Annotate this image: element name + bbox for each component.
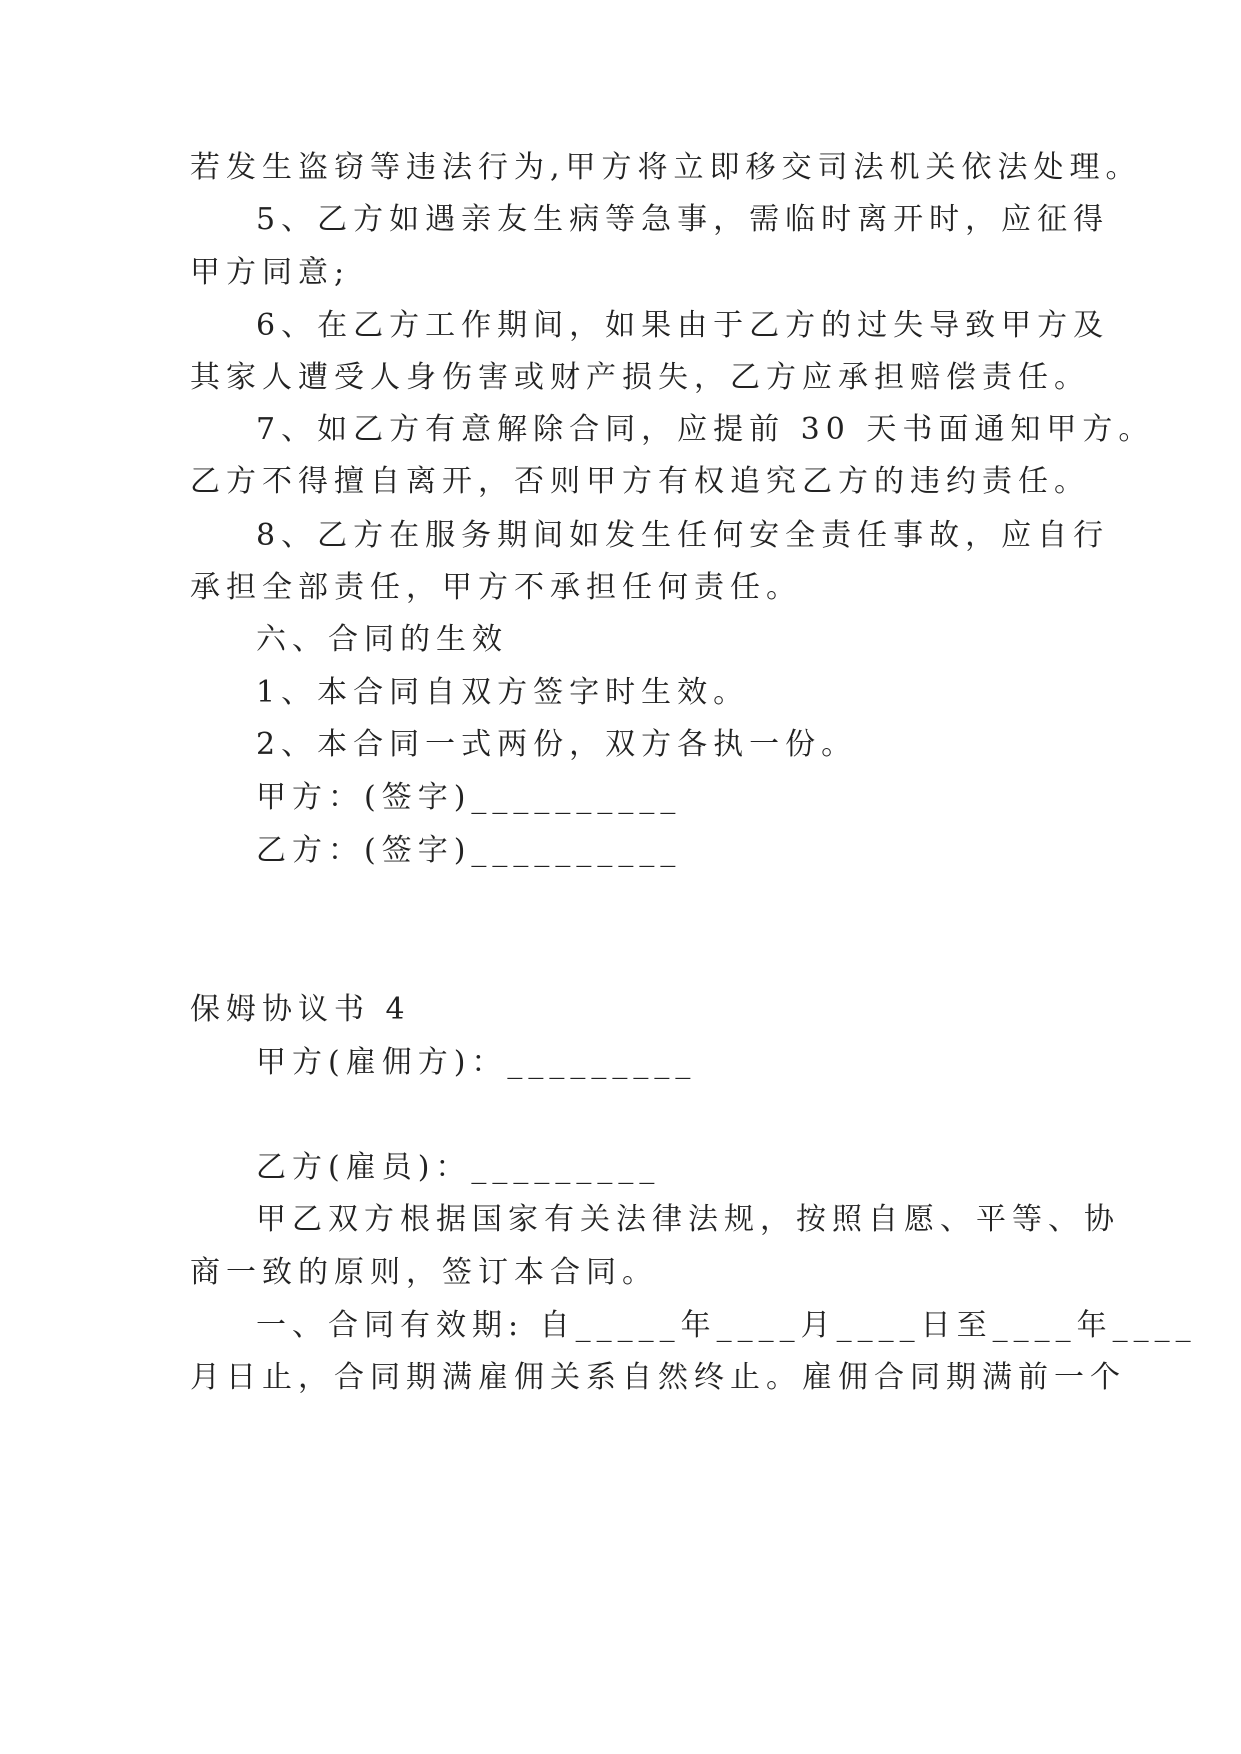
clause-5: 5、乙方如遇亲友生病等急事，需临时离开时，应征得 bbox=[256, 202, 1110, 237]
effect-item-2: 2、本合同一式两份，双方各执一份。 bbox=[256, 727, 858, 762]
contract-period: 一、合同有效期: 自_____年____月____日至____年____ bbox=[256, 1308, 1197, 1343]
party-a-signature: 甲方：(签字)__________ bbox=[256, 780, 682, 815]
clause-7: 7、如乙方有意解除合同，应提前 30 天书面通知甲方。 bbox=[256, 412, 1155, 447]
preamble: 甲乙双方根据国家有关法律法规，按照自愿、平等、协 bbox=[256, 1202, 1120, 1237]
party-a-employer: 甲方(雇佣方)：_________ bbox=[256, 1045, 697, 1080]
text-line: 乙方不得擅自离开，否则甲方有权追究乙方的违约责任。 bbox=[190, 464, 1090, 499]
text-line-theft-clause: 若发生盗窃等违法行为,甲方将立即移交司法机关依法处理。 bbox=[190, 150, 1142, 185]
clause-6: 6、在乙方工作期间，如果由于乙方的过失导致甲方及 bbox=[256, 308, 1110, 343]
clause-8: 8、乙方在服务期间如发生任何安全责任事故，应自行 bbox=[256, 518, 1110, 553]
party-b-signature: 乙方：(签字)__________ bbox=[256, 833, 682, 868]
text-line: 月日止，合同期满雇佣关系自然终止。雇佣合同期满前一个 bbox=[190, 1360, 1126, 1395]
section-heading-effectiveness: 六、合同的生效 bbox=[256, 622, 508, 657]
text-line: 商一致的原则，签订本合同。 bbox=[190, 1255, 658, 1290]
text-line: 甲方同意; bbox=[190, 255, 351, 290]
effect-item-1: 1、本合同自双方签字时生效。 bbox=[256, 675, 750, 710]
party-b-employee: 乙方(雇员)：_________ bbox=[256, 1150, 661, 1185]
text-line: 承担全部责任，甲方不承担任何责任。 bbox=[190, 570, 802, 605]
text-line: 其家人遭受人身伤害或财产损失，乙方应承担赔偿责任。 bbox=[190, 360, 1090, 395]
agreement-title: 保姆协议书 4 bbox=[190, 992, 411, 1027]
